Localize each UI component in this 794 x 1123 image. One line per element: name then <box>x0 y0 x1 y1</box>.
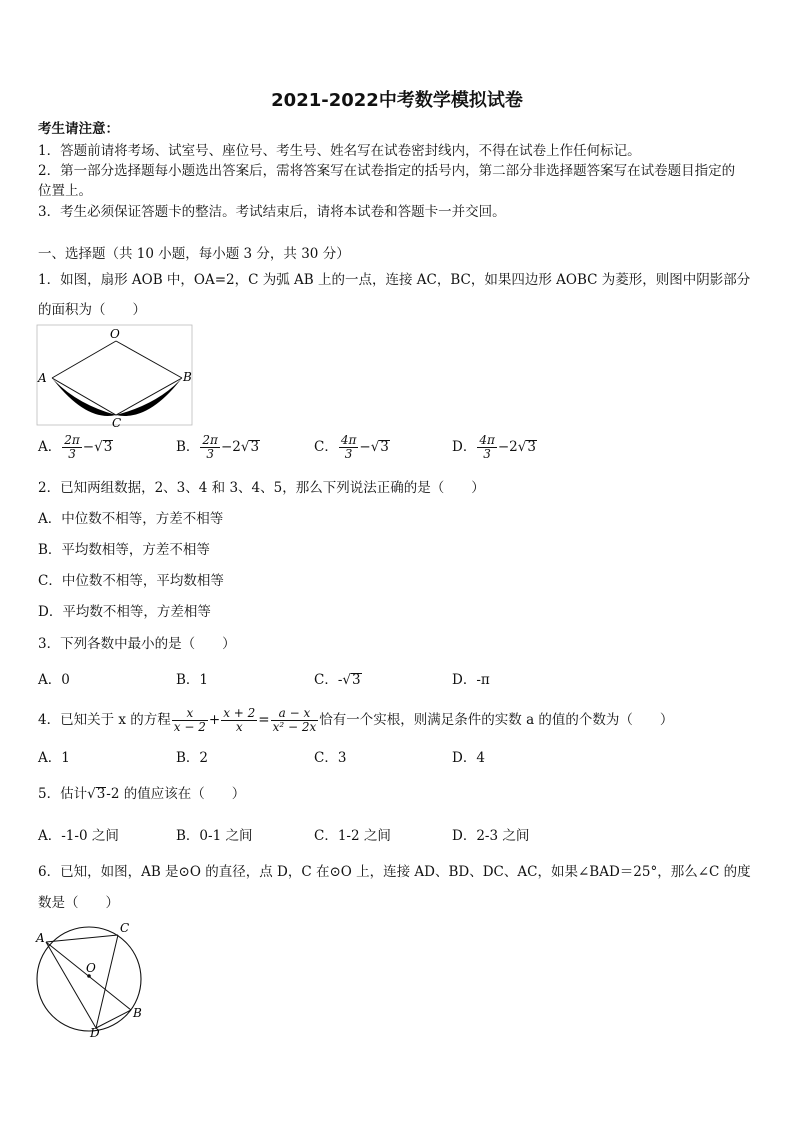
q1-option-c: C． $\frac{4\pi}{3}$ −√3 <box>314 433 389 461</box>
q4-option-d: D．4 <box>452 750 485 766</box>
q3-option-c: C．-√3 <box>314 672 361 688</box>
q4-option-c: C．3 <box>314 750 347 766</box>
q1-label-a: A <box>38 371 47 385</box>
notice-item-3: 3．考生必须保证答题卡的整洁。考试结束后，请将本试卷和答题卡一并交回。 <box>38 204 506 220</box>
q4-stem: 4．已知关于 x 的方程 $\frac{x}{x - 2}$ + $\frac{x + 2}{x}$ = $\frac{a - x}{\text{x² − 2x}}$ 恰有一个实根，则满足条件的实数 a 的值的个数为（ ） <box>38 706 674 734</box>
q3-stem: 3．下列各数中最小的是（ ） <box>38 636 236 652</box>
q1-radius-ob <box>116 341 182 378</box>
q6-stem-line1: 6．已知，如图，AB 是⊙O 的直径，点 D，C 在⊙O 上，连接 AD、BD、DC、AC，如果∠BAD＝25°，那么∠C 的度 <box>38 864 751 880</box>
notice-item-2: 2．第一部分选择题每小题选出答案后，需将答案写在试卷指定的括号内，第二部分非选择题答案写在试卷题目指定的 <box>38 163 736 179</box>
q6-figure-circle <box>32 918 147 1040</box>
q1-stem-line1: 1．如图，扇形 AOB 中，OA=2，C 为弧 AB 上的一点，连接 AC，BC，如果四边形 AOBC 为菱形，则图中阴影部分 <box>38 272 751 288</box>
notice-item-1: 1．答题前请将考场、试室号、座位号、考生号、姓名写在试卷密封线内，不得在试卷上作任何标记。 <box>38 143 641 159</box>
q6-label-o: O <box>86 961 96 975</box>
q2-option-c: C．中位数不相等，平均数相等 <box>38 573 224 589</box>
page-title: 2021-2022中考数学模拟试卷 <box>271 90 523 111</box>
q4-option-a: A．1 <box>38 750 70 766</box>
q2-option-b: B．平均数相等，方差不相等 <box>38 542 210 558</box>
q6-label-c: C <box>120 921 130 935</box>
q6-label-a: A <box>36 931 45 945</box>
q6-stem-line2: 数是（ ） <box>38 895 119 911</box>
q1-radius-oa <box>52 341 116 378</box>
q6-chord-dc <box>96 935 118 1028</box>
q6-label-d: D <box>90 1026 100 1040</box>
q5-option-d: D．2-3 之间 <box>452 828 530 844</box>
notice-item-2-cont: 位置上。 <box>38 183 92 199</box>
q3-option-b: B．1 <box>176 672 209 688</box>
q1-option-d: D． $\frac{4\pi}{3}$ −2√3 <box>452 433 536 461</box>
q1-option-b: B． $\frac{2\pi}{3}$ −2√3 <box>176 433 260 461</box>
q5-stem: 5．估计√3-2 的值应该在（ ） <box>38 786 246 802</box>
q6-label-b: B <box>133 1006 142 1020</box>
q2-option-a: A．中位数不相等，方差不相等 <box>38 511 224 527</box>
q1-stem-line2: 的面积为（ ） <box>38 302 146 318</box>
q4-option-b: B．2 <box>176 750 209 766</box>
q1-label-o: O <box>110 327 120 341</box>
q3-option-d: D．-π <box>452 672 490 688</box>
q2-option-d: D．平均数不相等，方差相等 <box>38 604 211 620</box>
q1-figure-sector <box>36 324 194 428</box>
q1-label-c: C <box>112 416 122 428</box>
q5-option-b: B．0-1 之间 <box>176 828 253 844</box>
q1-label-b: B <box>183 370 192 384</box>
q2-stem: 2．已知两组数据，2、3、4 和 3、4、5，那么下列说法正确的是（ ） <box>38 480 485 496</box>
q5-option-a: A．-1-0 之间 <box>38 828 119 844</box>
q1-option-a: A． $\frac{2\pi}{3}$ −√3 <box>38 433 113 461</box>
notice-heading: 考生请注意： <box>38 121 119 137</box>
q6-chord-ad <box>46 942 96 1028</box>
section-heading: 一、选择题（共 10 小题，每小题 3 分，共 30 分） <box>38 246 350 262</box>
q3-option-a: A．0 <box>38 672 70 688</box>
q5-option-c: C．1-2 之间 <box>314 828 391 844</box>
